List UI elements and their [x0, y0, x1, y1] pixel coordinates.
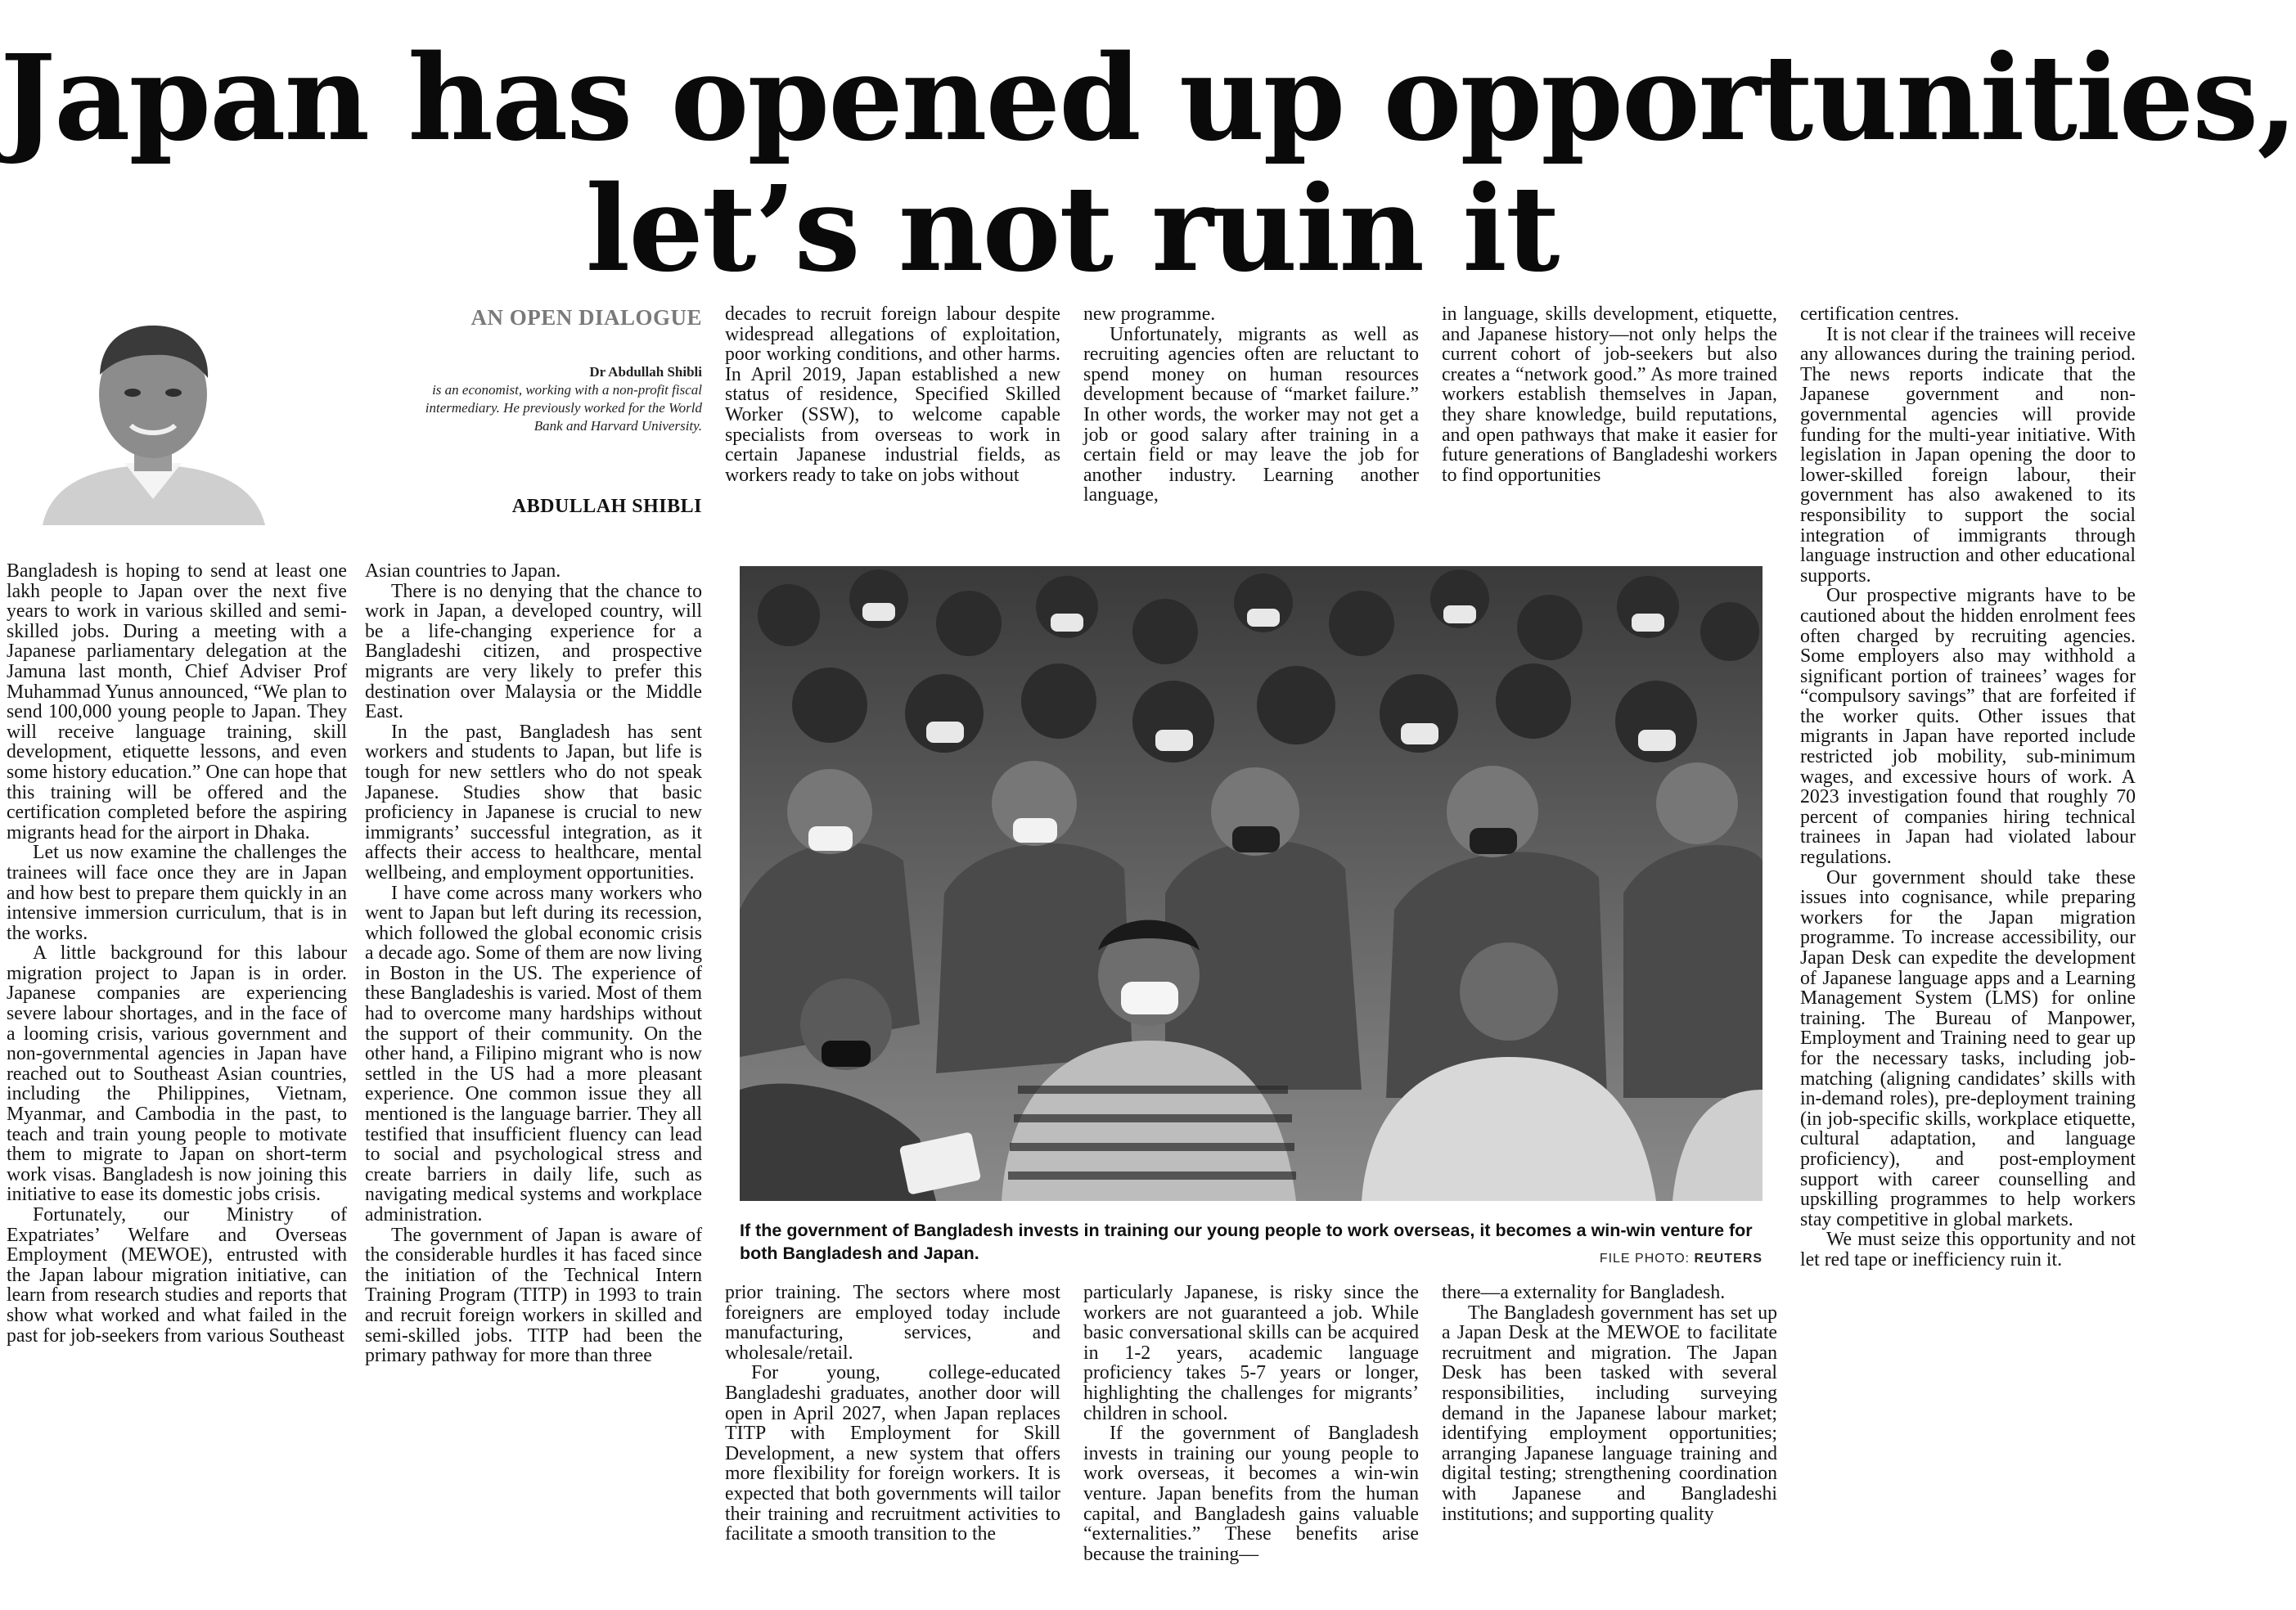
author-bio-line-3: Bank and Harvard University. [533, 418, 702, 434]
article-column-5-top [1442, 304, 1777, 492]
article-photo [740, 566, 1763, 1201]
photo-credit-source: REUTERS [1694, 1252, 1763, 1266]
article-column-3-bottom [725, 1283, 1060, 1600]
author-portrait [34, 303, 272, 525]
paragraph: particularly Japanese, is risky since the workers are not guaranteed a job. While basic conversational skills can be acquired in 1-2 years, academic language proficiency takes 5-7 years or longer, highlighting the challenges for migrants’ children in school. [1083, 1282, 1419, 1424]
author-bio [344, 363, 702, 435]
article-column-3-top [725, 304, 1060, 492]
paragraph: Bangladesh is hoping to send at least one lakh people to Japan over the next five years to work in various skilled and semi-skilled jobs. During a meeting with a Japanese parliamentary delegation at the Jamuna last month, Chief Adviser Prof Muhammad Yunus announced, “We plan to send 100,000 young people to Japan. They will receive language training, skill development, etiquette lessons, and even some history education.” One can hope that this training will be offered and the certification completed before the aspiring migrants head for the airport in Dhaka. [7, 560, 347, 843]
paragraph: in language, skills development, etiquette, and Japanese history—not only helps the current cohort of job-seekers but also creates a “network good.” As more trained workers establish themselves in Japan, they share knowledge, build reputations, and open pathways that make it easier for future generations of Bangladeshi workers to find opportunities [1442, 304, 1777, 486]
paragraph: new programme. [1083, 304, 1216, 325]
paragraph: prior training. The sectors where most foreigners are employed today include manufacturing, services, and wholesale/retail. [725, 1282, 1060, 1364]
article-column-6 [1800, 304, 2136, 1600]
paragraph: Our government should take these issues into cognisance, while preparing workers for the Japan migration programme. To increase accessibility, our Japan Desk can expedite the development of Japanese language apps and a Learning Management System (LMS) for online training. The Bureau of Manpower, Employment and Training need to gear up for the necessary tasks, including job-matching (aligning candidates’ skills with in-demand roles), pre-deployment training (in job-specific skills, workplace etiquette, cultural adaptation, and language proficiency), and post-employment support with career counselling and upskilling programmes to help workers stay competitive in global markets. [1800, 866, 2136, 1230]
article-column-4-top [1083, 304, 1419, 506]
paragraph: If the government of Bangladesh invests in training our young people to work overseas, it becomes a win-win venture. Japan benefits from the human capital, and Bangladesh gains valuable “externalities.” These benefits arise because the training— [1083, 1423, 1419, 1565]
paragraph: It is not clear if the trainees will receive any allowances during the training period. The news reports indicate that the Japanese government and non-governmental agencies will provide funding for the multi-year initiative. With legislation in Japan opening the door to lower-skilled foreign labour, their government has also awakened to its responsibility to support the social integration of immigrants through language instruction and other educational supports. [1800, 323, 2136, 587]
paragraph: I have come across many workers who went to Japan but left during its recession, which followed the global economic crisis a decade ago. Some of them are now living in Boston in the US. The experience of these Bangladeshis is varied. Most of them had to overcome many hardships without the support of their community. On the other hand, a Filipino migrant who is now settled in the US had a more pleasant experience. One common issue they all mentioned is the language barrier. They all testified that insufficient fluency can lead to social and psychological stress and create barriers in daily life, such as navigating medical systems and workplace administration. [365, 882, 702, 1225]
article-column-2 [365, 561, 702, 1600]
paragraph: there—a externality for Bangladesh. [1442, 1282, 1726, 1303]
paragraph: A little background for this labour migration project to Japan is in order. Japanese companies are experiencing severe labour shortages, and in the face of a looming crisis, various government and non-governmental agencies in Japan have reached out to Southeast Asian countries, including the Philippines, Vietnam, Myanmar, and Cambodia in the past, to teach and train young people to motivate them to migrate to Japan on short-term work visas. Bangladesh is now joining this initiative to ease its domestic jobs crisis. [7, 942, 347, 1206]
paragraph: Our prospective migrants have to be cautioned about the hidden enrolment fees often charged by recruiting agencies. Some employers also may withhold a significant portion of trainees’ wages for “compulsory savings” that are forfeited if the worker quits. Other issues that migrants in Japan have reported include restricted job mobility, sub-minimum wages, and excessive hours of work. A 2023 investigation found that roughly 70 percent of companies hiring technical trainees in Japan had violated labour regulations. [1800, 585, 2136, 869]
author-bio-line-2: intermediary. He previously worked for the World [425, 400, 702, 416]
headline-line-2: let’s not ruin it [585, 160, 1559, 298]
paragraph: Let us now examine the challenges the trainees will face once they are in Japan and how best to prepare them quickly in an intensive immersion curriculum, that is in the works. [7, 842, 347, 944]
headline [0, 29, 2296, 298]
article-column-4-bottom [1083, 1283, 1419, 1600]
paragraph: In the past, Bangladesh has sent workers and students to Japan, but life is tough for new settlers who do not speak Japanese. Studies show that basic proficiency in Japanese is crucial to new immigrants’ successful integration, as it affects their access to healthcare, mental wellbeing, and employment opportunities. [365, 721, 702, 884]
author-name: Dr Abdullah Shibli [589, 364, 702, 380]
photo-credit [1391, 1252, 1763, 1266]
article-column-1 [7, 561, 347, 1600]
paragraph: The government of Japan is aware of the considerable hurdles it has faced since the initiation of the Technical Intern Training Program (TITP) in 1993 to train and recruit foreign workers in skilled and semi-skilled jobs. TITP had been the primary pathway for more than three [365, 1224, 702, 1367]
section-kicker: AN OPEN DIALOGUE [470, 305, 702, 330]
paragraph: certification centres. [1800, 304, 1960, 325]
paragraph: Asian countries to Japan. [365, 560, 561, 582]
byline: ABDULLAH SHIBLI [511, 496, 702, 517]
paragraph: Fortunately, our Ministry of Expatriates’ Welfare and Overseas Employment (MEWOE), entrusted with the Japan labour migration initiative, can learn from research studies and reports that show what worked and what failed in the past for job-seekers from various Southeast [7, 1204, 347, 1347]
photo-caption: If the government of Bangladesh invests in training our young people to work overseas, it becomes a win-win venture for both Bangladesh and Japan. [740, 1221, 1753, 1263]
paragraph: The Bangladesh government has set up a Japan Desk at the MEWOE to facilitate recruitment and migration. The Japan Desk has been tasked with several responsibilities, including surveying demand in the Japanese labour market; identifying employment opportunities; arranging Japanese language training and digital testing; strengthening coordination with Japanese and Bangladeshi institutions; and supporting quality [1442, 1302, 1777, 1525]
paragraph: decades to recruit foreign labour despite widespread allegations of exploitation, poor working conditions, and other harms. In April 2019, Japan established a new status of residence, Specified Skilled Worker (SSW), to welcome capable specialists from overseas to work in certain Japanese industrial fields, as workers ready to take on jobs without [725, 304, 1060, 486]
paragraph: We must seize this opportunity and not let red tape or inefficiency ruin it. [1800, 1229, 2136, 1270]
paragraph: There is no denying that the chance to work in Japan, a developed country, will be a life-changing experience for a Bangladeshi citizen, and prospective migrants are very likely to prefer this destination over Malaysia or the Middle East. [365, 580, 702, 723]
article-column-5-bottom [1442, 1283, 1777, 1600]
paragraph: For young, college-educated Bangladeshi graduates, another door will open in April 2027, when Japan replaces TITP with Employment for Skill Development, a new system that offers more flexibility for foreign workers. It is expected that both governments will tailor their training and recruitment activities to facilitate a smooth transition to the [725, 1362, 1060, 1545]
author-bio-line-1: is an economist, working with a non-profit fiscal [432, 382, 702, 398]
photo-credit-prefix: FILE PHOTO: [1599, 1252, 1690, 1266]
headline-line-1: Japan has opened up opportunities, [0, 29, 2296, 167]
paragraph: Unfortunately, migrants as well as recruiting agencies often are reluctant to spend money on human resources development because of “market failure.” In other words, the worker may not get a job or good salary after training in a certain field or may leave the job for another industry. Learning another language, [1083, 323, 1419, 506]
